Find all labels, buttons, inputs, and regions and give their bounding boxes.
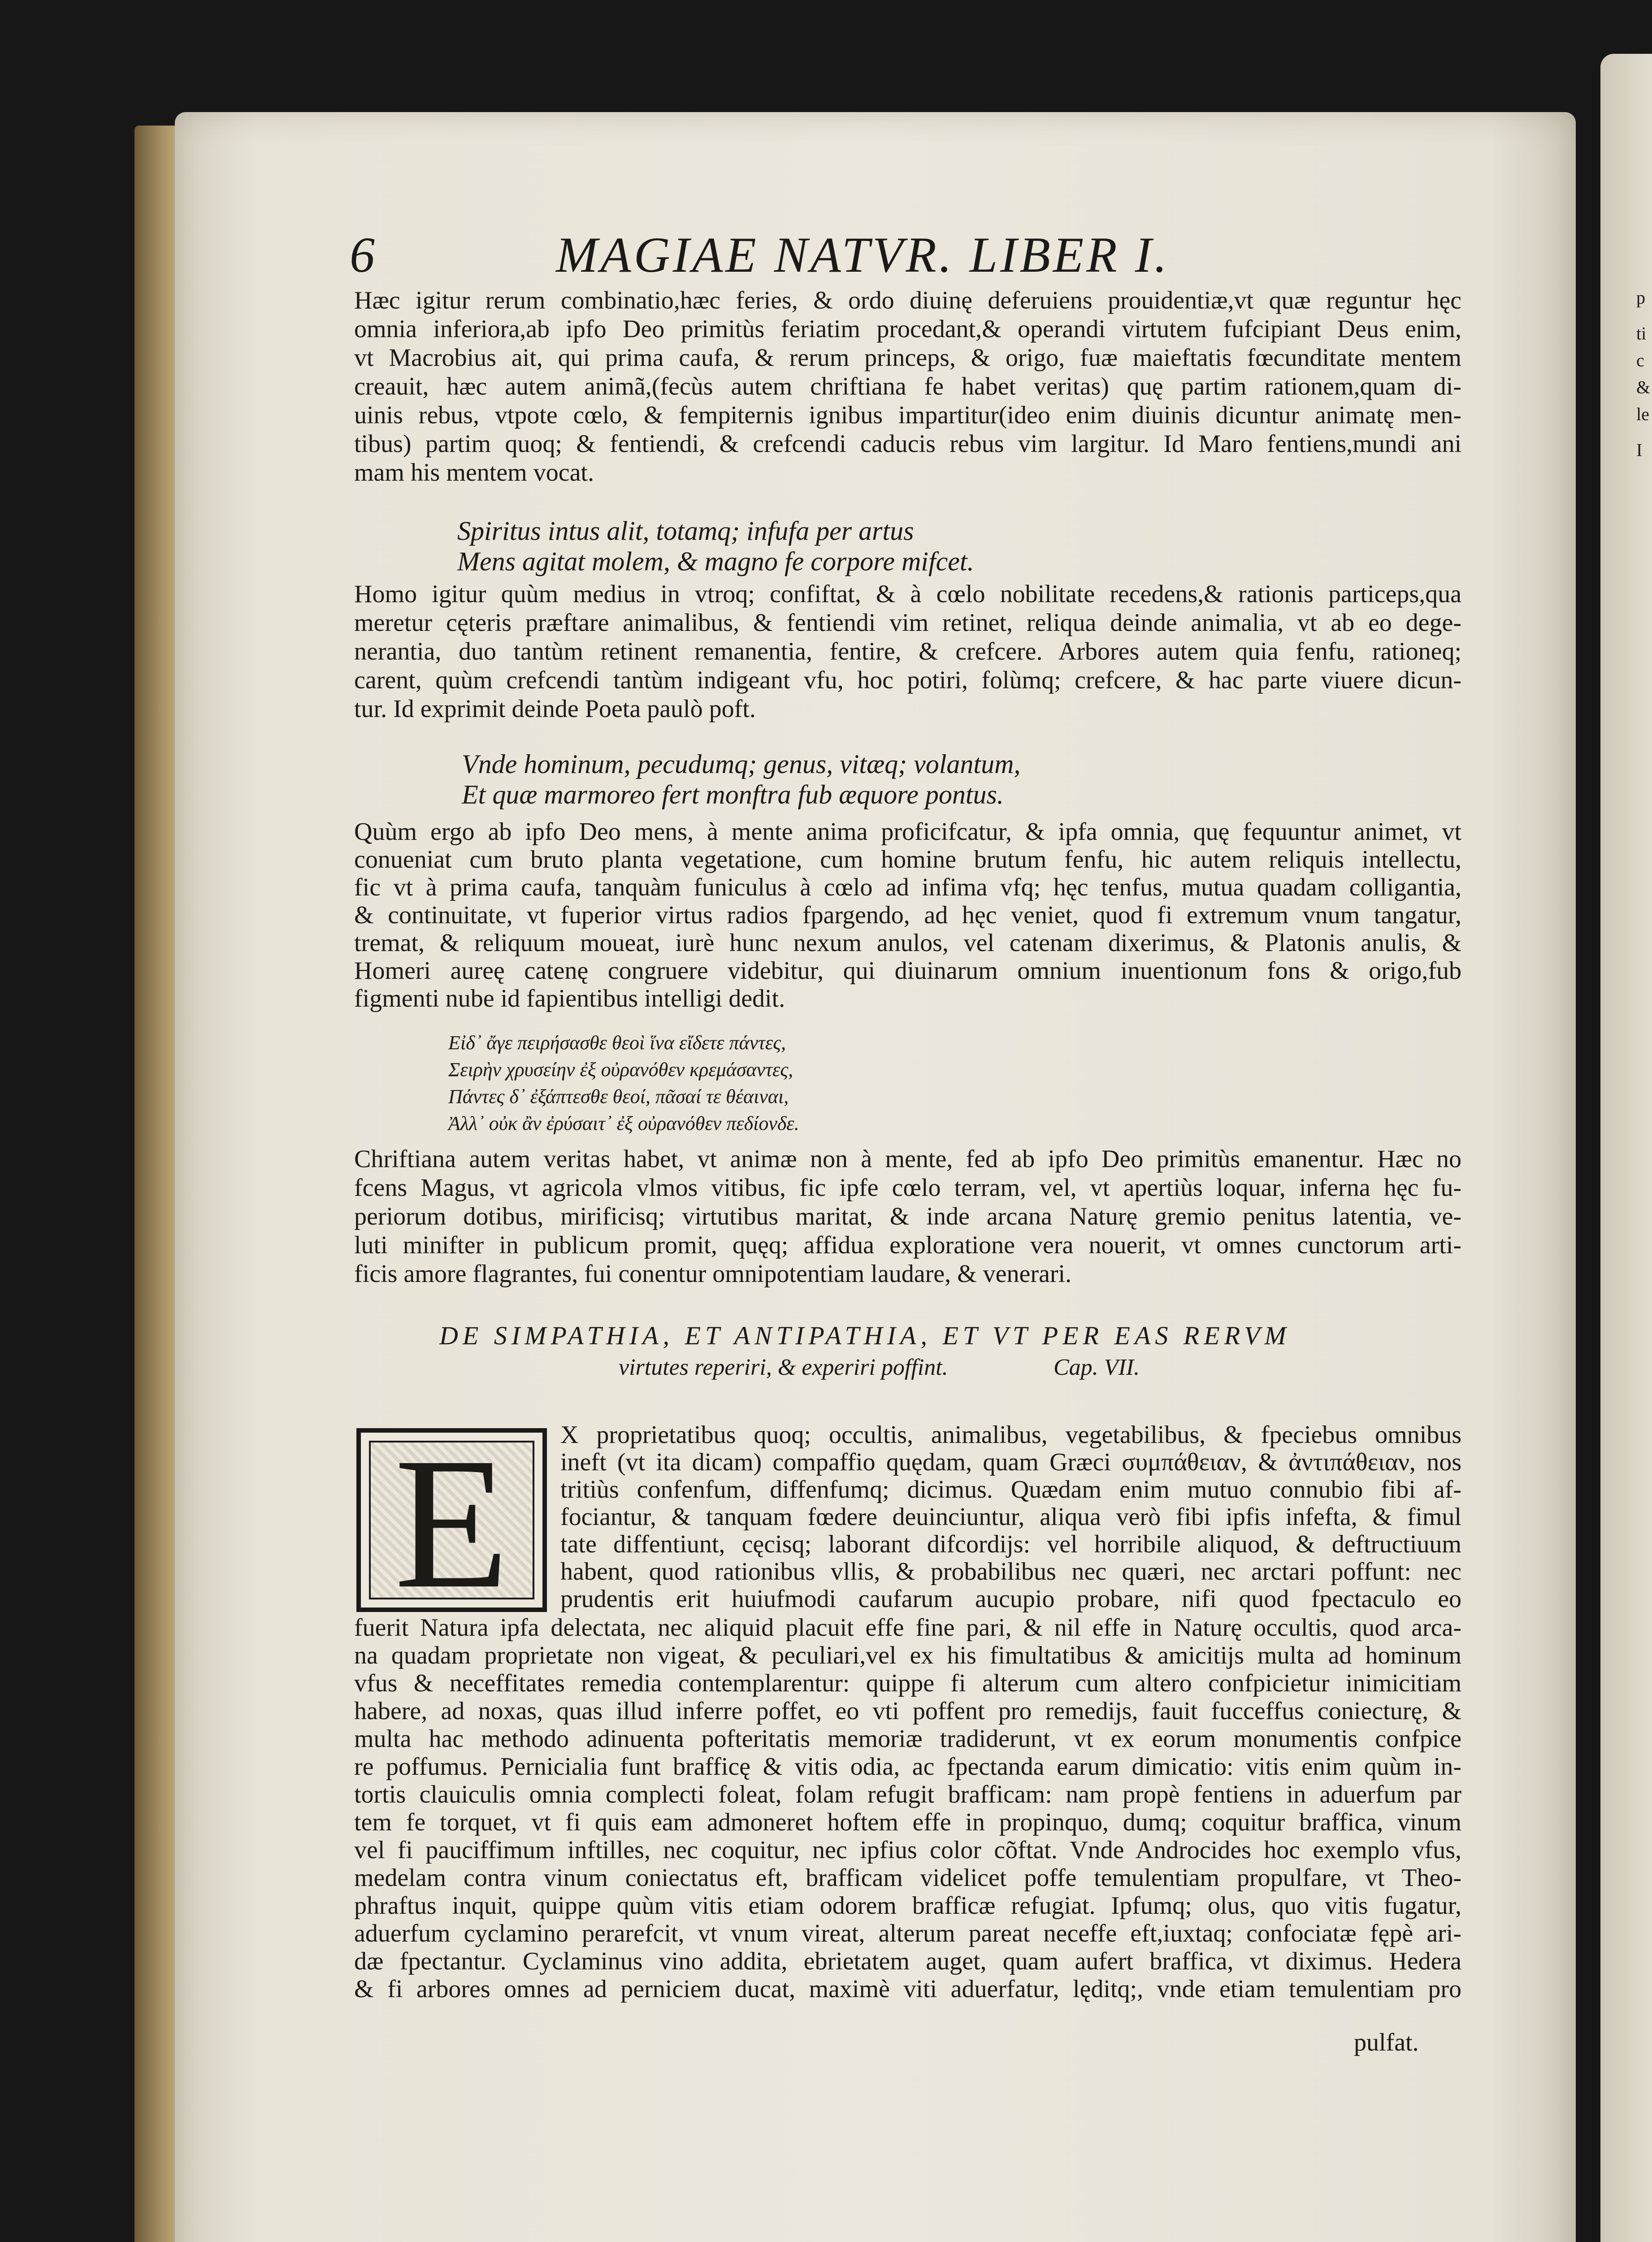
- text-line: re poffumus. Pernicialia funt brafficę & vitis odia, ac fpectanda earum dimicatio: vitis enim quùm in-: [354, 1753, 1461, 1780]
- text-line: medelam contra vinum coniectatus eft, brafficam videlicet poffe temulentiam propulfare, vt Theo-: [354, 1864, 1461, 1891]
- text-line: habent, quod rationibus vllis, & probabilibus nec quæri, nec arctari poffunt: nec: [560, 1558, 1461, 1585]
- chapter-number: Cap. VII.: [1054, 1355, 1140, 1380]
- text-line: Quùm ergo ab ipfo Deo mens, à mente anima proficifcatur, & ipfa omnia, quę fequuntur animet, vt: [354, 818, 1461, 845]
- text-line: luti minifter in publicum promit, quęq; affidua exploratione vera nouerit, vt omnes cunctorum arti-: [354, 1232, 1461, 1259]
- text-line: & continuitate, vt fuperior virtus radios fpargendo, ad hęc veniet, quod fi extremum vnum tangatur,: [354, 902, 1461, 929]
- text-line: figmenti nube id fapientibus intelligi dedit.: [354, 985, 785, 1012]
- chapter-heading: DE SIMPATHIA, ET ANTIPATHIA, ET VT PER EAS RERVM: [439, 1321, 1291, 1350]
- text-line: periorum dotibus, mirificisq; virtutibus maritat, & inde arcana Naturę gremio penitus latentia, ve-: [354, 1203, 1461, 1230]
- page-number: 6: [350, 227, 377, 283]
- text-line: tem fe torquet, vt fi quis eam admoneret hoftem effe in propinquo, dumq; coquitur braffica, vinum: [354, 1809, 1461, 1836]
- text-line: fuerit Natura ipfa delectata, nec aliquid placuit effe fine pari, & nil effe in Naturę occultis, quod arca-: [354, 1614, 1461, 1641]
- facing-page-fragment: c: [1636, 350, 1644, 370]
- text-line: Chriftiana autem veritas habet, vt animæ non à mente, fed ab ipfo Deo primitùs emanentur. Hæc no: [354, 1146, 1461, 1173]
- greek-verse-line: Πάντες δ᾽ ἐξάπτεσθε θεοί, πᾶσαί τε θέαιναι,: [448, 1086, 789, 1108]
- running-title: MAGIAE NATVR. LIBER I.: [556, 227, 1170, 283]
- facing-page-fragment: I: [1636, 440, 1643, 460]
- verse-line: Et quæ marmoreo fert monftra fub æquore pontus.: [462, 780, 1004, 809]
- text-line: Homo igitur quùm medius in vtroq; confiftat, & à cœlo nobilitate recedens,& rationis particeps,qua: [354, 581, 1461, 608]
- text-line: multa hac methodo adinuenta pofteritatis memoriæ tradiderunt, vt ex eorum monumentis confpice: [354, 1725, 1461, 1752]
- verse-line: Vnde hominum, pecudumq; genus, vitæq; volantum,: [462, 749, 1021, 779]
- text-line: tibus) partim quoq; & fentiendi, & crefcendi caducis rebus vim largitur. Id Maro fentiens,mundi ani: [354, 430, 1461, 457]
- text-line: prudentis erit huiufmodi caufarum aucupio probare, nifi quod fpectaculo eo: [560, 1586, 1461, 1612]
- verse-line: Mens agitat molem, & magno fe corpore mifcet.: [457, 547, 974, 576]
- text-line: mam his mentem vocat.: [354, 459, 594, 487]
- text-line: fic vt à prima caufa, tanquàm funiculus à cœlo ad infima vfq; hęc tenfus, mutua quadam colligantia,: [354, 874, 1461, 901]
- text-line: fcens Magus, vt agricola vlmos vitibus, fic ipfe cœlo terram, vel, vt apertiùs loquar, inferna hęc fu-: [354, 1174, 1461, 1201]
- text-line: habere, ad noxas, quas illud inferre poffet, eo vti poffent pro remedijs, fauit fucceffus coniecturę, &: [354, 1698, 1461, 1725]
- text-line: creauit, hæc autem animã,(fecùs autem chriftiana fe habet veritas) quę partim rationem,quam di-: [354, 373, 1461, 400]
- text-line: tur. Id exprimit deinde Poeta paulò poft.: [354, 695, 756, 723]
- text-line: nerantia, duo tantùm retinent remanentia, fentire, & crefcere. Arbores autem quia fenfu, rationeq;: [354, 638, 1461, 665]
- text-line: & fi arbores omnes ad perniciem ducat, maximè viti aduerfatur, lęditq;, vnde etiam temulentiam pro: [354, 1976, 1461, 2003]
- text-line: carent, quùm crefcendi tantùm indigeant vfu, hoc potiri, folùmq; crefcere, & hac parte viuere dicun-: [354, 667, 1461, 694]
- greek-verse-line: Σειρὴν χρυσείην ἐξ οὐρανόθεν κρεμάσαντες,: [448, 1059, 793, 1081]
- text-line: tremat, & reliquum moueat, iurè hunc nexum anulos, vel catenam dixerimus, & Platonis anulis, &: [354, 930, 1461, 956]
- facing-page-fragment: ti: [1636, 323, 1647, 343]
- initial-letter: E: [394, 1419, 509, 1627]
- text-line: ficis amore flagrantes, fui conentur omnipotentiam laudare, & venerari.: [354, 1260, 1072, 1288]
- facing-page-fragment: p: [1636, 287, 1645, 308]
- text-line: Homeri aureę catenę congruere videbitur, qui diuinarum omnium inuentionum fons & origo,fub: [354, 957, 1461, 984]
- text-line: na quadam proprietate non vigeat, & peculiari,vel ex his fimultatibus & amicitijs multa ad hominum: [354, 1642, 1461, 1669]
- text-line: fociantur, & tanquam fœdere deuinciuntur, aliqua verò fibi ipfis infefta, & fimul: [560, 1503, 1461, 1530]
- text-line: omnia inferiora,ab ipfo Deo primitùs feriatim procedant,& operandi virtutem fufcipiant Deus enim,: [354, 316, 1461, 343]
- chapter-subheading: virtutes reperiri, & experiri poffint.: [619, 1355, 948, 1380]
- text-line: X proprietatibus quoq; occultis, animalibus, vegetabilibus, & fpeciebus omnibus: [560, 1421, 1461, 1448]
- text-line: ineft (vt ita dicam) compaffio quędam, quam Græci συμπάθειαν, & ἀντιπάθειαν, nos: [560, 1449, 1461, 1476]
- text-line: tate diffentiunt, cęcisq; laborant difcordijs: vel horribile aliquod, & deftructiuum: [560, 1531, 1461, 1558]
- greek-verse-line: Εἰδ᾽ ἄγε πειρήσασθε θεοὶ ἵνα εἴδετε πάντες,: [448, 1032, 786, 1054]
- text-line: meretur cęteris præftare animalibus, & fentiendi vim retinet, reliqua deinde animalia, vt ab eo dege-: [354, 609, 1461, 636]
- text-line: tortis clauiculis omnia complecti foleat, folam refugit brafficam: nam propè fentiens in aduerfum par: [354, 1781, 1461, 1808]
- facing-page-fragment: &: [1636, 377, 1651, 397]
- verse-line: Spiritus intus alit, totamq; infufa per artus: [457, 516, 914, 546]
- text-line: vel fi pauciffimum inftilles, nec coquitur, nec ipfius color cõftat. Vnde Androcides hoc exemplo vfus,: [354, 1837, 1461, 1864]
- facing-page-fragment: le: [1636, 404, 1649, 424]
- text-line: uinis rebus, vtpote cœlo, & fempiternis ignibus impartitur(ideo enim diuinis dicuntur animatę men-: [354, 402, 1461, 429]
- decorated-initial: [356, 1419, 547, 1627]
- greek-verse-line: Ἀλλ᾽ οὐκ ἂν ἐρύσαιτ᾽ ἐξ οὐρανόθεν πεδίονδε.: [448, 1112, 799, 1134]
- text-line: tritiùs confenfum, diffenfumq; dicimus. Quædam enim mutuo connubio fibi af-: [560, 1476, 1461, 1503]
- text-line: dæ fpectantur. Cyclaminus vino addita, ebrietatem auget, quam aufert braffica, vt diximus. Hedera: [354, 1948, 1461, 1975]
- text-line: vfus & neceffitates remedia contemplarentur: quippe fi alterum cum altero confpicietur inimicitiam: [354, 1670, 1461, 1697]
- text-line: aduerfum cyclamino perarefcit, vt vnum vireat, alterum pareat neceffe eft,iuxtaq; confociatæ fępè ari-: [354, 1920, 1461, 1947]
- text-line: conueniat cum bruto planta vegetatione, cum homine brutum fenfu, hic autem reliquis intellectu,: [354, 846, 1461, 873]
- catchword: pulfat.: [1354, 2029, 1419, 2056]
- text-line: Hæc igitur rerum combinatio,hæc feries, & ordo diuinę deferuiens prouidentiæ,vt quæ reguntur hęc: [354, 287, 1461, 314]
- text-line: vt Macrobius ait, qui prima caufa, & rerum princeps, & origo, fuæ maieftatis fœcunditate mentem: [354, 344, 1461, 371]
- text-line: phraftus inquit, quippe quùm vitis etiam odorem brafficæ refugiat. Ipfumq; olus, quo vitis fugatur,: [354, 1892, 1461, 1919]
